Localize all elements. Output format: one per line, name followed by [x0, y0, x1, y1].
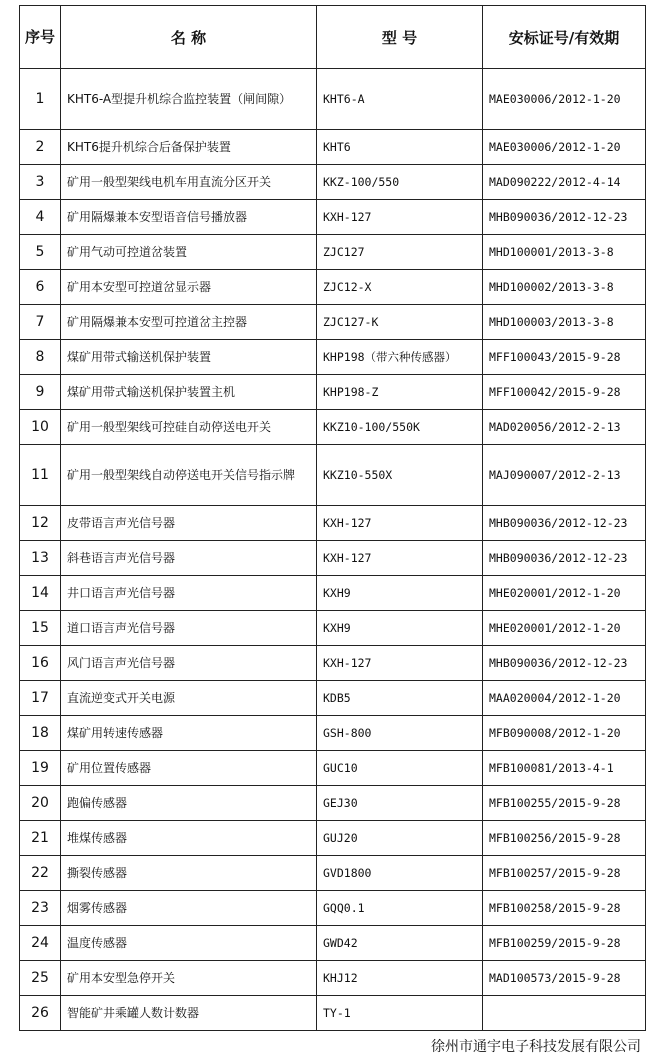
table-row	[20, 410, 646, 445]
row-number: 19	[20, 751, 61, 786]
product-name: 直流逆变式开关电源	[61, 681, 317, 716]
product-name: KHT6提升机综合后备保护装置	[61, 130, 317, 165]
cert-number: MAA020004/2012-1-20	[483, 681, 646, 716]
header-model: 型 号	[317, 6, 483, 69]
table-row	[20, 305, 646, 340]
row-number: 2	[20, 130, 61, 165]
row-number: 8	[20, 340, 61, 375]
row-number: 11	[20, 445, 61, 506]
product-name: 堆煤传感器	[61, 821, 317, 856]
product-name: 撕裂传感器	[61, 856, 317, 891]
row-number: 18	[20, 716, 61, 751]
table-row	[20, 961, 646, 996]
model-number: KKZ10-550X	[317, 445, 483, 506]
cert-number: MHB090036/2012-12-23	[483, 646, 646, 681]
cert-number: MFF100043/2015-9-28	[483, 340, 646, 375]
company-name: 徐州市通宇电子科技发展有限公司	[431, 1039, 641, 1055]
table-row	[20, 716, 646, 751]
row-number: 3	[20, 165, 61, 200]
header-name: 名 称	[61, 6, 317, 69]
model-number: KXH-127	[317, 541, 483, 576]
model-number: KHJ12	[317, 961, 483, 996]
model-number: KDB5	[317, 681, 483, 716]
row-number: 22	[20, 856, 61, 891]
cert-number: MHE020001/2012-1-20	[483, 576, 646, 611]
model-number: KXH9	[317, 611, 483, 646]
cert-number: MAD090222/2012-4-14	[483, 165, 646, 200]
table-row	[20, 506, 646, 541]
row-number: 16	[20, 646, 61, 681]
row-number: 24	[20, 926, 61, 961]
row-number: 15	[20, 611, 61, 646]
table-header-row	[20, 6, 646, 69]
table-row	[20, 200, 646, 235]
product-name: 道口语言声光信号器	[61, 611, 317, 646]
table-row	[20, 891, 646, 926]
cert-number: MHB090036/2012-12-23	[483, 200, 646, 235]
table-body	[20, 69, 646, 1031]
product-name: 矿用隔爆兼本安型语音信号播放器	[61, 200, 317, 235]
model-number: KXH9	[317, 576, 483, 611]
model-number: KKZ-100/550	[317, 165, 483, 200]
model-number: GWD42	[317, 926, 483, 961]
table-row	[20, 856, 646, 891]
model-number: KXH-127	[317, 200, 483, 235]
model-number: KHT6-A	[317, 69, 483, 130]
model-number: GUJ20	[317, 821, 483, 856]
table-row	[20, 681, 646, 716]
cert-number: MFB100257/2015-9-28	[483, 856, 646, 891]
certification-table	[19, 5, 646, 1031]
product-name: 风门语言声光信号器	[61, 646, 317, 681]
row-number: 6	[20, 270, 61, 305]
table-row	[20, 445, 646, 506]
row-number: 12	[20, 506, 61, 541]
cert-number: MFB100258/2015-9-28	[483, 891, 646, 926]
row-number: 5	[20, 235, 61, 270]
cert-number: MFB090008/2012-1-20	[483, 716, 646, 751]
product-name: 矿用气动可控道岔装置	[61, 235, 317, 270]
model-number: KHT6	[317, 130, 483, 165]
model-number: KHP198（带六种传感器）	[317, 340, 483, 375]
header-cert: 安标证号/有效期	[483, 6, 646, 69]
model-number: KXH-127	[317, 506, 483, 541]
row-number: 17	[20, 681, 61, 716]
product-name: 煤矿用带式输送机保护装置	[61, 340, 317, 375]
cert-number: MAE030006/2012-1-20	[483, 69, 646, 130]
cert-number: MFB100259/2015-9-28	[483, 926, 646, 961]
product-name: 矿用本安型急停开关	[61, 961, 317, 996]
table-row	[20, 69, 646, 130]
table-row	[20, 821, 646, 856]
table-row	[20, 996, 646, 1031]
model-number: GSH-800	[317, 716, 483, 751]
product-name: 矿用本安型可控道岔显示器	[61, 270, 317, 305]
product-name: 矿用一般型架线可控硅自动停送电开关	[61, 410, 317, 445]
cert-number: MAJ090007/2012-2-13	[483, 445, 646, 506]
row-number: 23	[20, 891, 61, 926]
cert-number: MAD020056/2012-2-13	[483, 410, 646, 445]
cert-number: MAD100573/2015-9-28	[483, 961, 646, 996]
table-row	[20, 786, 646, 821]
cert-number: MFB100255/2015-9-28	[483, 786, 646, 821]
product-name: 烟雾传感器	[61, 891, 317, 926]
table-row	[20, 340, 646, 375]
model-number: ZJC12-X	[317, 270, 483, 305]
table-row	[20, 541, 646, 576]
cert-number: MHD100002/2013-3-8	[483, 270, 646, 305]
product-name: 跑偏传感器	[61, 786, 317, 821]
cert-number: MHD100001/2013-3-8	[483, 235, 646, 270]
cert-number: MFB100256/2015-9-28	[483, 821, 646, 856]
header-seq: 序号	[20, 6, 61, 69]
product-name: 煤矿用带式输送机保护装置主机	[61, 375, 317, 410]
table-row	[20, 926, 646, 961]
cert-number: MHB090036/2012-12-23	[483, 506, 646, 541]
row-number: 7	[20, 305, 61, 340]
model-number: KXH-127	[317, 646, 483, 681]
product-name: 矿用一般型架线电机车用直流分区开关	[61, 165, 317, 200]
table-row	[20, 375, 646, 410]
row-number: 14	[20, 576, 61, 611]
table-row	[20, 611, 646, 646]
product-name: 矿用一般型架线自动停送电开关信号指示牌	[61, 445, 317, 506]
row-number: 21	[20, 821, 61, 856]
product-name: 煤矿用转速传感器	[61, 716, 317, 751]
row-number: 10	[20, 410, 61, 445]
product-name: 斜巷语言声光信号器	[61, 541, 317, 576]
table-row	[20, 576, 646, 611]
cert-number: MAE030006/2012-1-20	[483, 130, 646, 165]
table-row	[20, 235, 646, 270]
cert-number: MHE020001/2012-1-20	[483, 611, 646, 646]
row-number: 13	[20, 541, 61, 576]
cert-number: MFF100042/2015-9-28	[483, 375, 646, 410]
product-name: 温度传感器	[61, 926, 317, 961]
row-number: 9	[20, 375, 61, 410]
table-row	[20, 751, 646, 786]
product-name: 矿用隔爆兼本安型可控道岔主控器	[61, 305, 317, 340]
product-name: 智能矿井乘罐人数计数器	[61, 996, 317, 1031]
cert-number: MHB090036/2012-12-23	[483, 541, 646, 576]
table-row	[20, 270, 646, 305]
cert-number: MFB100081/2013-4-1	[483, 751, 646, 786]
model-number: GUC10	[317, 751, 483, 786]
table-row	[20, 130, 646, 165]
product-name: KHT6-A型提升机综合监控装置（闸间隙）	[61, 69, 317, 130]
table-row	[20, 646, 646, 681]
cert-number: MHD100003/2013-3-8	[483, 305, 646, 340]
row-number: 1	[20, 69, 61, 130]
model-number: GQQ0.1	[317, 891, 483, 926]
model-number: GVD1800	[317, 856, 483, 891]
product-name: 皮带语言声光信号器	[61, 506, 317, 541]
product-name: 井口语言声光信号器	[61, 576, 317, 611]
row-number: 20	[20, 786, 61, 821]
model-number: KHP198-Z	[317, 375, 483, 410]
row-number: 25	[20, 961, 61, 996]
model-number: GEJ30	[317, 786, 483, 821]
row-number: 4	[20, 200, 61, 235]
product-name: 矿用位置传感器	[61, 751, 317, 786]
table-row	[20, 165, 646, 200]
model-number: TY-1	[317, 996, 483, 1031]
row-number: 26	[20, 996, 61, 1031]
cert-number	[483, 996, 646, 1031]
model-number: ZJC127	[317, 235, 483, 270]
model-number: KKZ10-100/550K	[317, 410, 483, 445]
model-number: ZJC127-K	[317, 305, 483, 340]
